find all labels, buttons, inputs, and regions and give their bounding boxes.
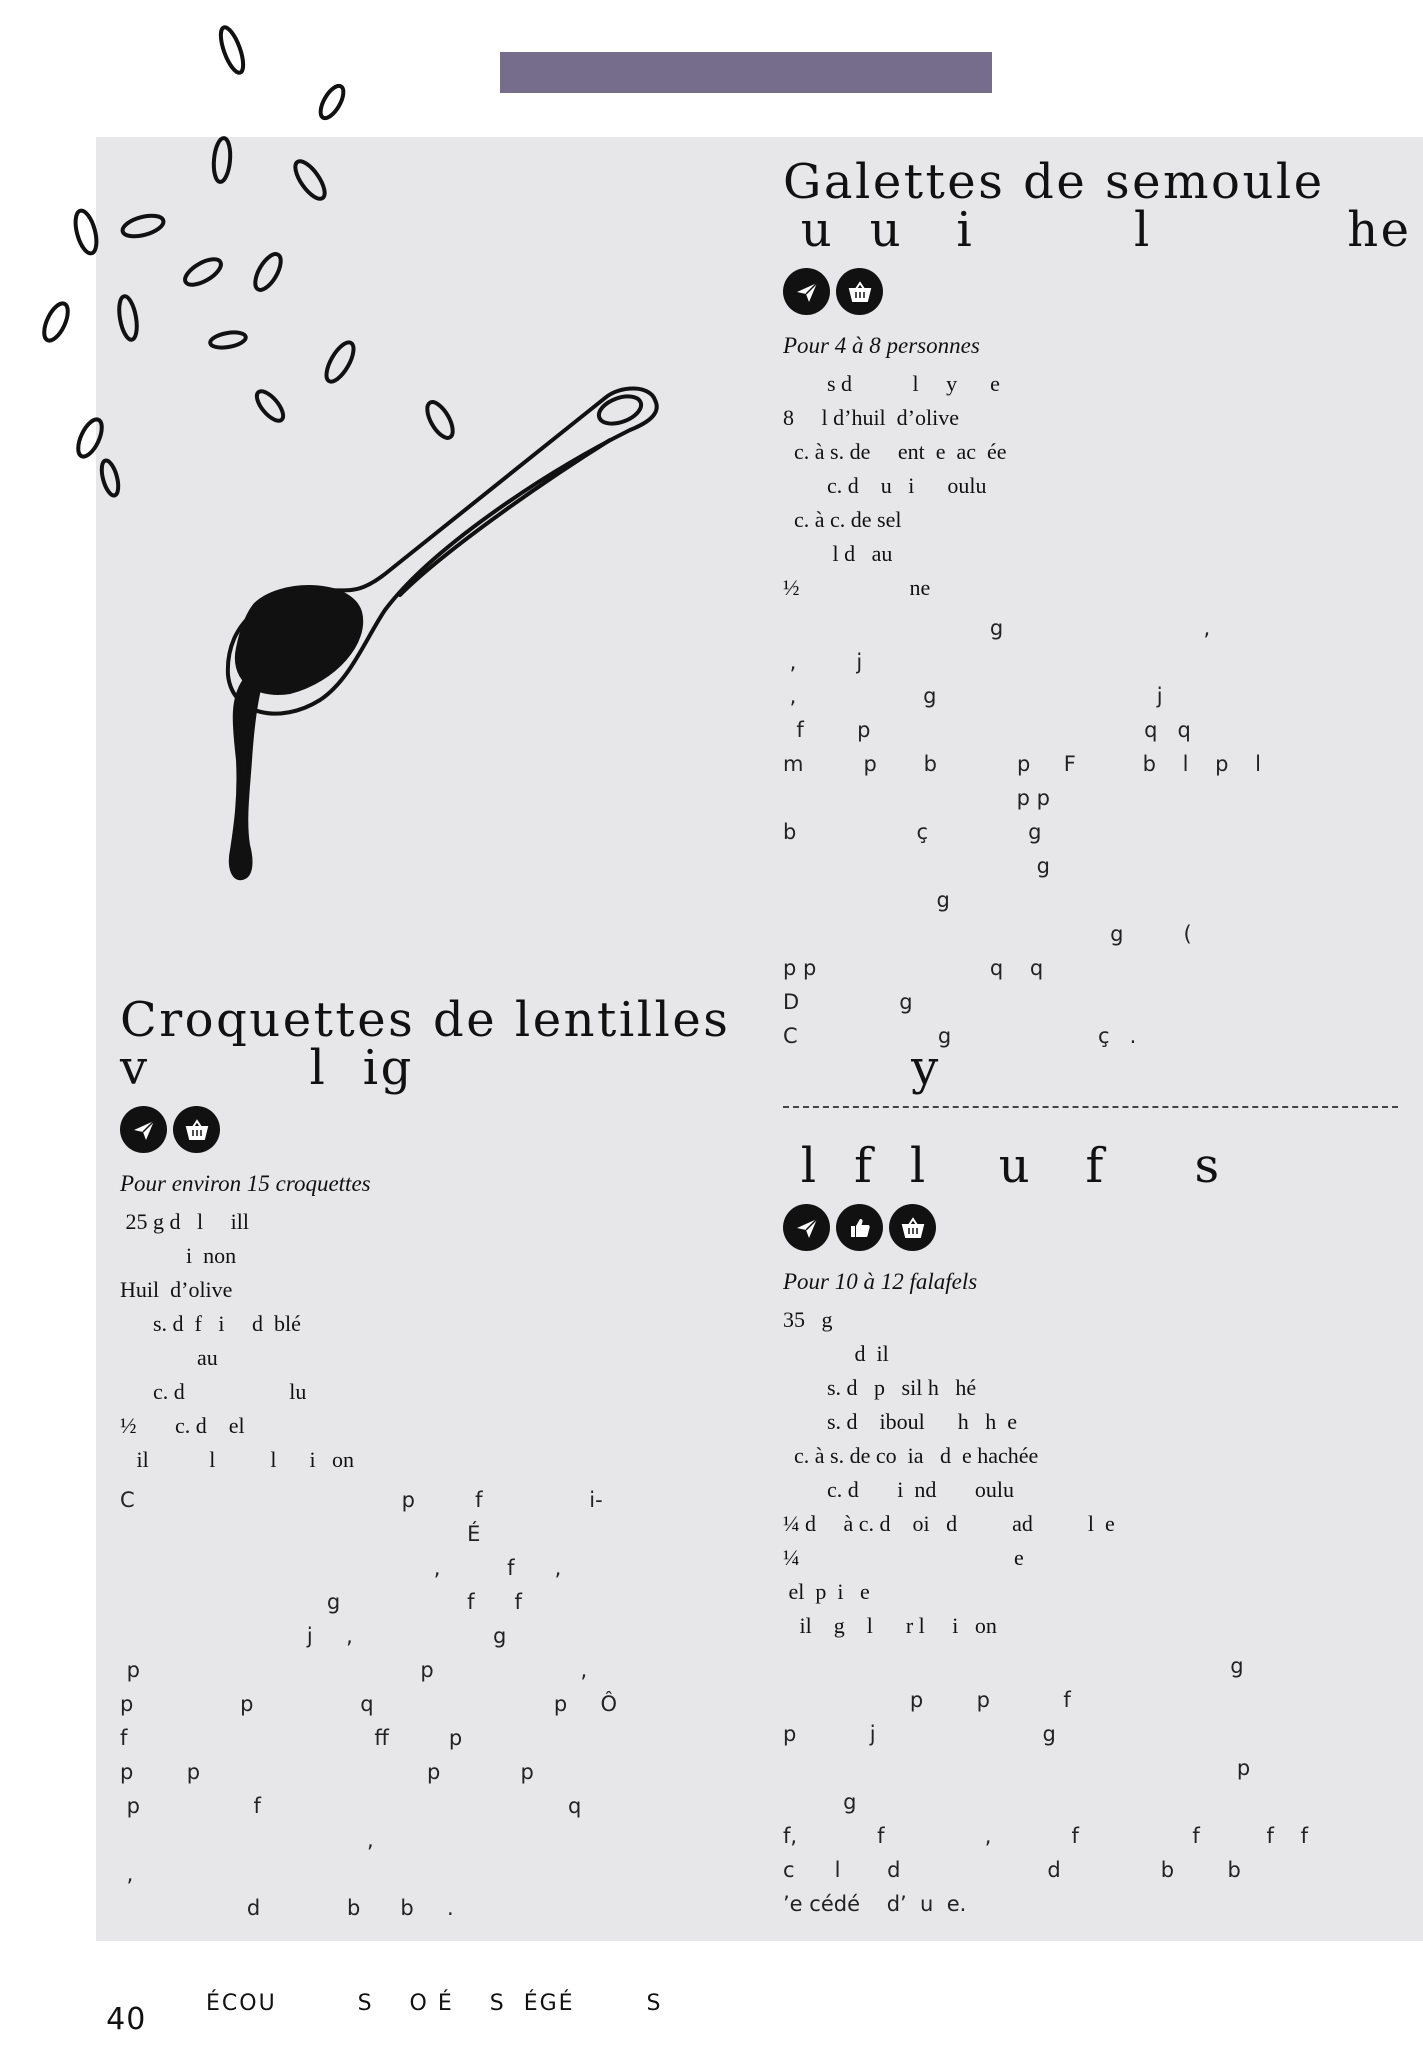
recipe-subtitle: u u i l he xyxy=(783,202,1412,258)
paper-plane-icon xyxy=(783,268,830,315)
basket-icon xyxy=(836,268,883,315)
recipe-title: Galettes de semoule xyxy=(783,154,1325,210)
recipe-subtitle: v l ig y xyxy=(120,1040,941,1096)
servings: Pour 10 à 12 falafels xyxy=(783,1269,978,1294)
recipe-galettes xyxy=(783,154,1412,1053)
paper-plane-icon xyxy=(783,1204,830,1251)
paper-plane-icon xyxy=(120,1106,167,1153)
method-text: g p p f p j g p g f, f , f f f f c l d d b b ’e cédé d’ u e. xyxy=(783,1654,1308,1916)
thumbs-up-icon xyxy=(836,1204,883,1251)
servings: Pour 4 à 8 personnes xyxy=(783,333,980,358)
running-header: ÉCOU S O É S ÉGÉ S xyxy=(206,1991,663,2016)
recipe-title: Croquettes de lentilles xyxy=(120,992,731,1048)
page-number: 40 xyxy=(106,2002,147,2037)
method-text: C p f i- É , f , g f f j , g p p , p p q p Ô f ff p p p p p p f q , , d b b . xyxy=(120,1488,618,1920)
ingredient-list: s d l y e 8 l d’huil d’olive c. à s. de ent e ac ée c. d u i oulu c. à c. de sel l d au ½ ne xyxy=(783,371,1007,600)
basket-icon xyxy=(889,1204,936,1251)
spoon-with-oil-illustration xyxy=(210,380,670,900)
ingredient-list: 35 g d il s. d p sil h hé s. d iboul h h e c. à s. de co ia d e hachée c. d i nd oulu ¼ d à c. d oi d ad l e ¼ e el p i e il g l r l i on xyxy=(783,1307,1115,1638)
recipe-title: l f l u f s xyxy=(783,1138,1222,1194)
recipe-icons xyxy=(120,1106,740,1153)
ingredient-list: 25 g d l ill i non Huil d’olive s. d f i d blé au c. d lu ½ c. d el il l l i on xyxy=(120,1209,355,1472)
recipe-falafels xyxy=(783,1138,1403,1921)
servings: Pour environ 15 croquettes xyxy=(120,1171,371,1196)
recipe-icons xyxy=(783,1204,1403,1251)
method-text: g , , j , g j f p q q m p b p F b l p l p p b ç g g g g ( p p q q D g C g ç . xyxy=(783,616,1261,1048)
header-accent-bar xyxy=(500,52,992,93)
recipe-icons xyxy=(783,268,1403,315)
section-divider xyxy=(783,1106,1398,1108)
basket-icon xyxy=(173,1106,220,1153)
page-footer xyxy=(96,1983,663,2056)
